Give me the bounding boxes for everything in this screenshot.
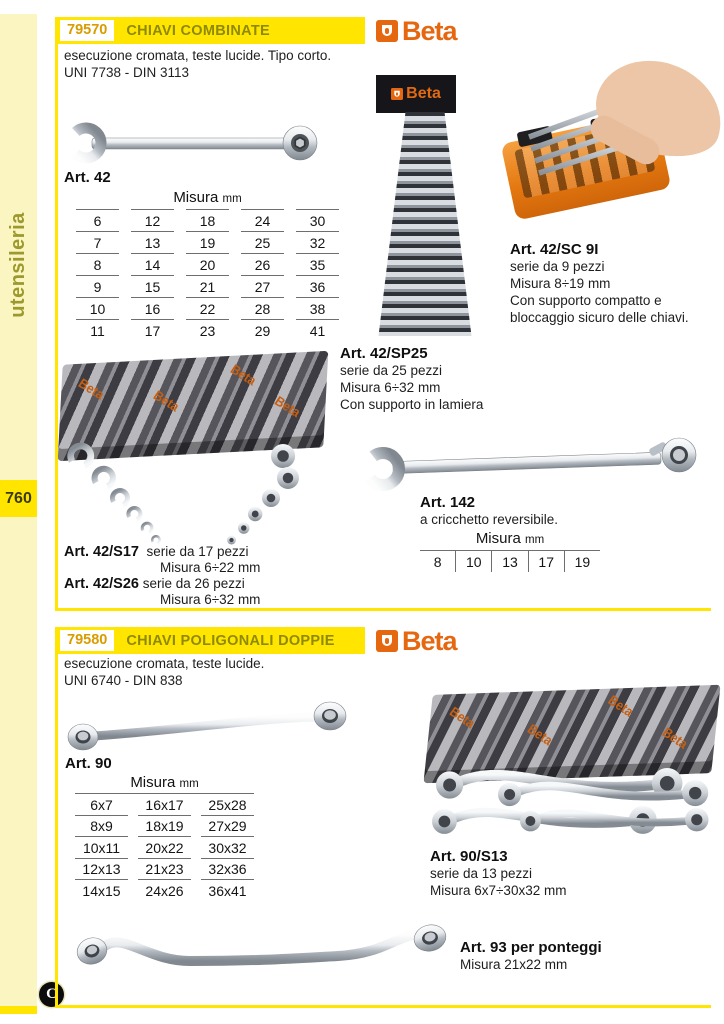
section2-title: CHIAVI POLIGONALI DOPPIE [126, 632, 335, 649]
art-142-photo [355, 429, 715, 497]
table-cell: 19 [186, 231, 229, 253]
table-cell: 10x11 [75, 836, 128, 858]
rack-wrenches [350, 112, 500, 336]
table-row [76, 231, 339, 253]
table-cell: 36 [296, 275, 339, 297]
art-90-photo [58, 693, 353, 753]
table-cell: 17 [528, 551, 564, 572]
art-42-s17-photo [60, 358, 330, 548]
art-93-label: Art. 93 per ponteggi Misura 21x22 mm [460, 939, 602, 972]
table-row [75, 836, 254, 858]
table-cell: 15 [131, 275, 174, 297]
beta-logo [376, 627, 457, 655]
table-cell: 32 [296, 231, 339, 253]
beta-logo-icon [391, 88, 403, 100]
section2-header-bar [55, 627, 365, 654]
sidebar-bottom-bar [0, 1006, 37, 1014]
table-row [75, 879, 254, 901]
table-cell: 22 [186, 297, 229, 319]
art-42-photo [60, 113, 325, 175]
art-42-sp25-label: Art. 42/SP25 serie da 25 pezzi Misura 6÷32 mm Con supporto in lamiera [340, 345, 484, 412]
section1-description: esecuzione cromata, teste lucide. Tipo corto. UNI 7738 - DIN 3113 [64, 48, 332, 80]
misura-header: Misura mm [75, 774, 254, 794]
table-cell: 30x32 [201, 836, 254, 858]
art-42-sc9i-photo [505, 63, 720, 235]
beta-logo-icon [376, 20, 398, 42]
rack-beta-sign: Beta [376, 75, 456, 113]
table-header-row [75, 774, 254, 794]
table-cell: 20 [186, 253, 229, 275]
table-cell: 9 [76, 275, 119, 297]
category-sidebar [0, 14, 37, 1014]
table-cell: 6x7 [90, 796, 113, 813]
table-cell: 18x19 [138, 815, 191, 837]
section1-header-bar [55, 17, 365, 44]
art-42-sp25-photo [350, 75, 500, 336]
art-90-s13-label: Art. 90/S13 serie da 13 pezzi Misura 6x7÷30x32 mm [430, 848, 567, 898]
art-42-label: Art. 42 [64, 169, 111, 186]
table-cell: 8 [76, 253, 119, 275]
table-cell: 14 [131, 253, 174, 275]
category-label: utensileria [7, 212, 29, 318]
art-42-misura-table [64, 189, 351, 341]
section-chiavi-poligonali-doppie [55, 627, 711, 1008]
table-cell: 24x26 [138, 879, 191, 901]
art-142-label: Art. 142 a cricchetto reversibile. [420, 494, 559, 527]
table-cell: 7 [76, 231, 119, 253]
section1-code: 79570 [60, 20, 114, 41]
table-cell: 8x9 [75, 815, 128, 837]
art-42-s17-s26-label: Art. 42/S17 serie da 17 pezzi Misura 6÷22 mm Art. 42/S26 serie da 26 pezzi Misura 6÷32 mm [64, 544, 261, 607]
table-cell: 30 [296, 209, 339, 231]
table-cell: 24 [241, 209, 284, 231]
table-row [76, 297, 339, 319]
section1-title: CHIAVI COMBINATE [126, 22, 270, 39]
table-cell: 12x13 [75, 858, 128, 880]
page-number-badge: 760 [0, 480, 37, 517]
table-row [75, 858, 254, 880]
table-cell: 29 [241, 319, 284, 341]
misura-header: Misura mm [173, 189, 242, 206]
section-chiavi-combinate [55, 17, 711, 611]
section2-description: esecuzione cromata, teste lucide. UNI 6740 - DIN 838 [64, 656, 265, 688]
table-cell: 10 [455, 551, 491, 572]
table-cell: 21 [186, 275, 229, 297]
table-cell: 32x36 [201, 858, 254, 880]
table-cell: 41 [296, 319, 339, 341]
table-cell: 35 [296, 253, 339, 275]
misura-header: Misura mm [475, 530, 545, 547]
table-cell: 19 [564, 551, 600, 572]
table-cell: 23 [186, 319, 229, 341]
beta-wrapped-box: Beta Beta Beta Beta [58, 351, 329, 461]
table-cell: 6 [76, 209, 119, 231]
table-cell: 28 [241, 297, 284, 319]
art-93-photo [70, 917, 450, 977]
table-cell: 25 [241, 231, 284, 253]
table-cell: 36x41 [201, 879, 254, 901]
beta-wordmark: Beta [402, 625, 457, 656]
table-cell: 10 [76, 297, 119, 319]
publisher-logo: C [39, 982, 64, 1007]
art-42-sc9i-label: Art. 42/SC 9I serie da 9 pezzi Misura 8÷19 mm Con supporto compatto e bloccaggio sicuro delle chiavi. [510, 241, 689, 325]
beta-wrapped-box: Beta Beta Beta Beta [423, 685, 720, 783]
table-cell: 17 [131, 319, 174, 341]
table-cell: 21x23 [138, 858, 191, 880]
table-row [420, 550, 600, 572]
table-cell: 16x17 [145, 796, 184, 813]
beta-logo-icon [376, 630, 398, 652]
table-cell: 18 [186, 209, 229, 231]
table-row [75, 815, 254, 837]
wrench-set [60, 442, 330, 548]
table-cell: 8 [433, 554, 442, 570]
table-cell: 11 [76, 319, 119, 341]
table-cell: 13 [131, 231, 174, 253]
table-cell: 25x28 [208, 796, 247, 813]
table-header-row [76, 189, 339, 209]
table-cell: 14x15 [75, 879, 128, 901]
wrench-set [428, 766, 720, 846]
art-142-misura-table [420, 530, 600, 572]
table-row [76, 275, 339, 297]
table-row [76, 209, 339, 231]
table-cell: 26 [241, 253, 284, 275]
beta-wordmark: Beta [402, 15, 457, 46]
table-cell: 13 [491, 551, 527, 572]
table-row [75, 794, 254, 815]
beta-logo [376, 17, 457, 45]
table-cell: 27x29 [201, 815, 254, 837]
table-row [76, 319, 339, 341]
table-row [76, 253, 339, 275]
table-cell: 38 [296, 297, 339, 319]
table-cell: 12 [131, 209, 174, 231]
section2-code: 79580 [60, 630, 114, 651]
art-90-misura-table [65, 774, 264, 901]
table-cell: 20x22 [138, 836, 191, 858]
art-90-s13-photo [428, 690, 720, 845]
art-90-label: Art. 90 [65, 755, 112, 772]
table-cell: 27 [241, 275, 284, 297]
table-cell: 16 [131, 297, 174, 319]
